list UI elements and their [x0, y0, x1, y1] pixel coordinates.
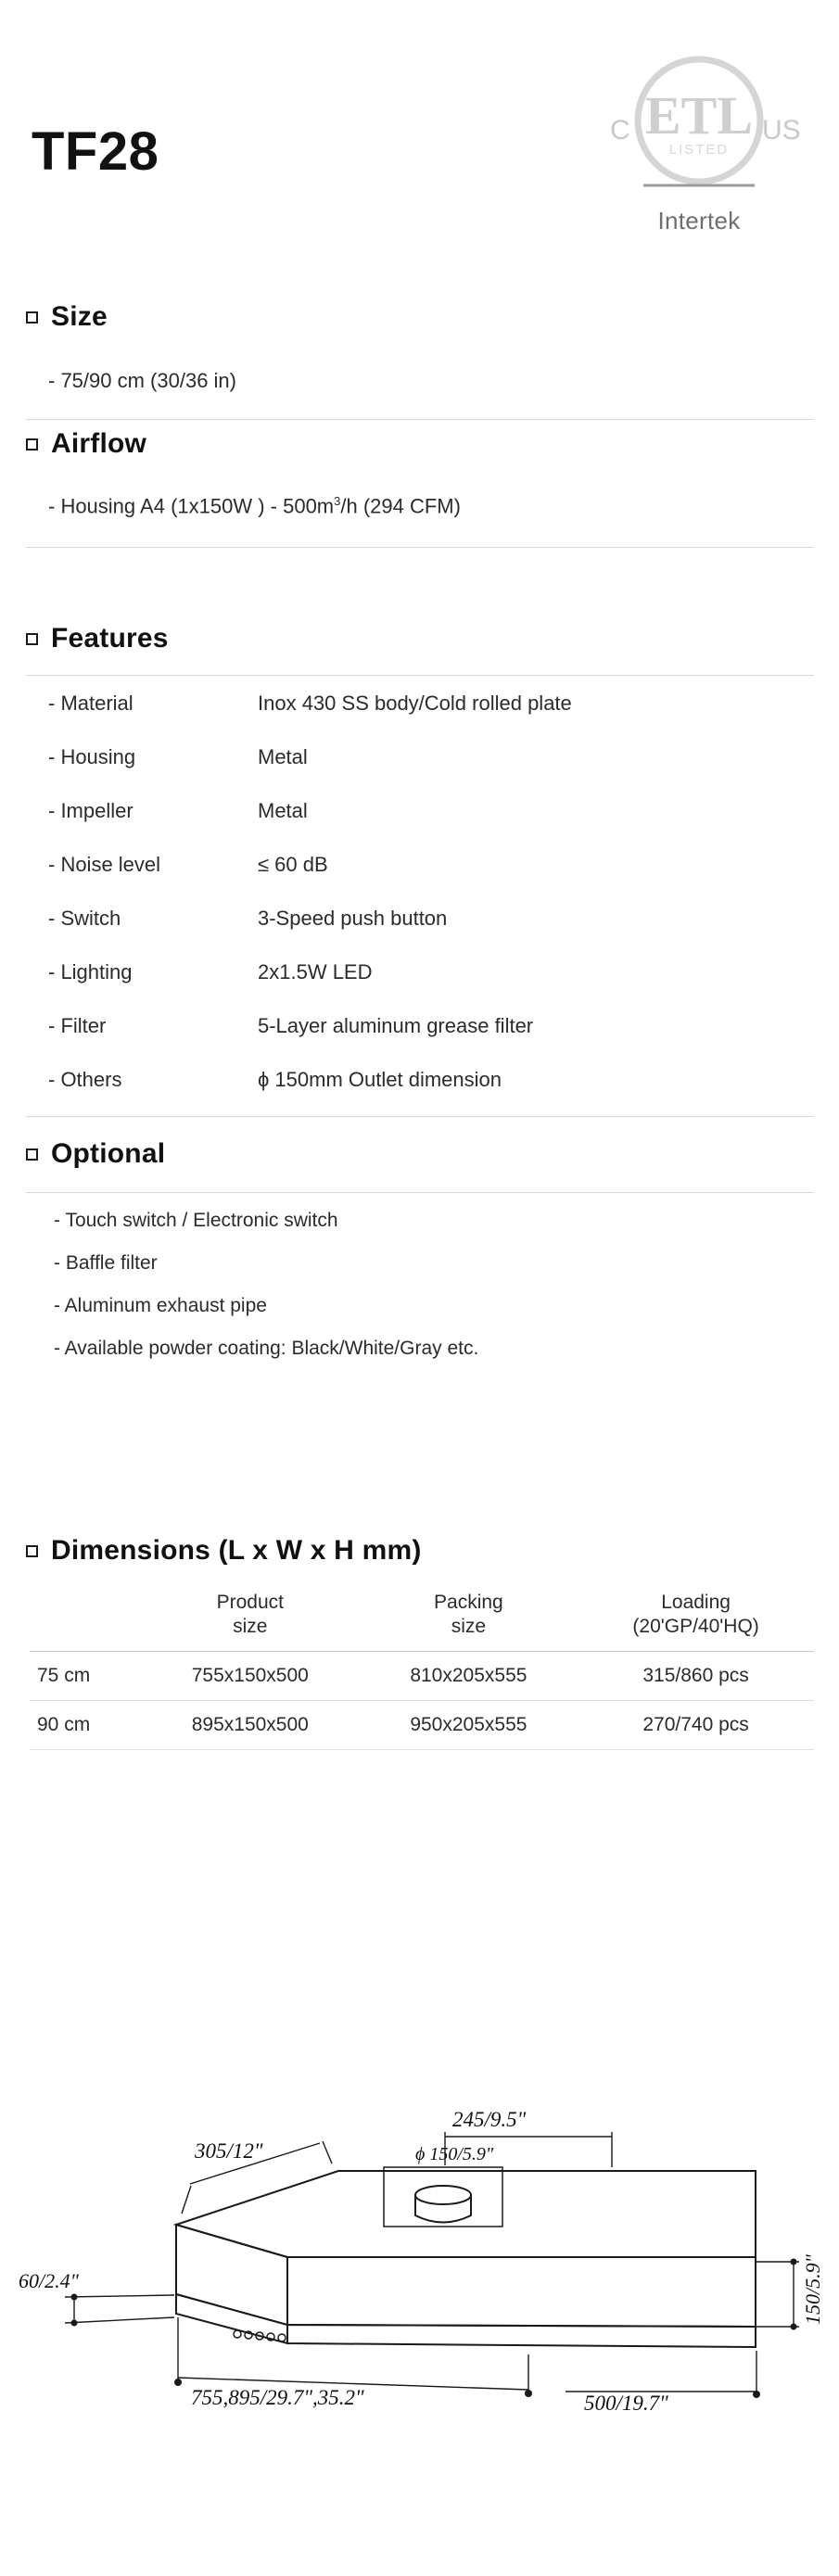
divider-optional [26, 1192, 814, 1193]
feature-value-others: ϕ 150mm Outlet dimension [258, 1068, 502, 1091]
bullet-square-icon [26, 438, 38, 450]
feature-label-impeller: - Impeller [48, 799, 133, 822]
size-line-1: - 75/90 cm (30/36 in) [48, 369, 236, 392]
svg-text:ETL: ETL [644, 85, 754, 146]
section-title-airflow: Airflow [51, 428, 147, 459]
col-product-line2: size [233, 1616, 268, 1638]
row-90-size: 90 cm [30, 1700, 141, 1749]
table-row [30, 1700, 814, 1749]
optional-line-3: - Aluminum exhaust pipe [54, 1295, 267, 1316]
etl-listed-mark-icon [590, 44, 808, 211]
row-75-product: 755x150x500 [141, 1651, 360, 1700]
feature-label-lighting: - Lighting [48, 960, 133, 983]
col-loading-line2: (20'GP/40'HQ) [632, 1616, 759, 1638]
feature-label-others: - Others [48, 1068, 122, 1091]
feature-value-housing: Metal [258, 745, 308, 768]
feature-value-impeller: Metal [258, 799, 308, 822]
section-heading-features [26, 623, 169, 654]
section-title-features: Features [51, 623, 169, 654]
label-width: 755,895/29.7",35.2" [191, 2386, 364, 2409]
section-title-optional: Optional [51, 1138, 166, 1169]
label-depth-bottom: 500/19.7" [584, 2392, 668, 2415]
label-side-height: 150/5.9" [801, 2254, 824, 2325]
table-header-row [30, 1587, 814, 1651]
optional-line-1: - Touch switch / Electronic switch [54, 1210, 338, 1231]
page-title: TF28 [32, 121, 159, 182]
section-heading-size [26, 301, 108, 333]
etl-c-text: C [610, 115, 630, 146]
row-90-product: 895x150x500 [141, 1700, 360, 1749]
table-col-packing-size [360, 1587, 578, 1651]
col-packing-line1: Packing [434, 1592, 503, 1613]
dimensions-table [30, 1587, 814, 1750]
row-90-loading: 270/740 pcs [578, 1700, 814, 1749]
airflow-prefix: - Housing A4 (1x150W ) - 500m [48, 494, 335, 518]
section-heading-optional [26, 1138, 165, 1170]
bullet-square-icon [26, 311, 38, 324]
product-technical-drawing [9, 2095, 834, 2568]
divider-features [26, 675, 814, 676]
feature-value-filter: 5-Layer aluminum grease filter [258, 1014, 534, 1037]
hood-dimension-diagram [9, 2095, 834, 2568]
table-col-size [30, 1587, 141, 1651]
etl-us-text: US [762, 115, 801, 146]
divider-airflow [26, 547, 814, 548]
table-col-loading [578, 1587, 814, 1651]
col-packing-line2: size [451, 1616, 487, 1638]
label-outlet-diameter: ϕ 150/5.9" [415, 2144, 494, 2164]
label-front-height: 60/2.4" [19, 2269, 79, 2292]
divider-features-end [26, 1116, 814, 1117]
feature-value-lighting: 2x1.5W LED [258, 960, 373, 983]
optional-line-4: - Available powder coating: Black/White/Gray etc. [54, 1338, 479, 1359]
feature-label-filter: - Filter [48, 1014, 107, 1037]
etl-listed-text: LISTED [668, 142, 730, 158]
etl-intertek-logo [590, 44, 808, 258]
feature-value-material: Inox 430 SS body/Cold rolled plate [258, 692, 572, 715]
col-product-line1: Product [216, 1592, 284, 1613]
airflow-suffix: /h (294 CFM) [340, 494, 461, 518]
table-col-product-size [141, 1587, 360, 1651]
row-75-size: 75 cm [30, 1651, 141, 1700]
feature-value-noise: ≤ 60 dB [258, 853, 328, 876]
label-outlet-offset: 245/9.5" [452, 2108, 527, 2131]
table-row [30, 1651, 814, 1700]
bullet-square-icon [26, 1148, 38, 1161]
label-depth-top: 305/12" [195, 2139, 263, 2163]
feature-label-switch: - Switch [48, 907, 121, 930]
feature-value-switch: 3-Speed push button [258, 907, 448, 930]
row-90-packing: 950x205x555 [360, 1700, 578, 1749]
intertek-wordmark: Intertek [657, 207, 741, 235]
optional-line-2: - Baffle filter [54, 1252, 158, 1274]
airflow-exponent: 3 [334, 494, 341, 508]
bullet-square-icon [26, 1545, 38, 1557]
section-title-dimensions: Dimensions (L x W x H mm) [51, 1535, 422, 1566]
row-75-packing: 810x205x555 [360, 1651, 578, 1700]
section-heading-airflow [26, 428, 146, 460]
section-title-size: Size [51, 301, 108, 332]
airflow-line-1 [48, 494, 461, 518]
bullet-square-icon [26, 633, 38, 645]
feature-label-housing: - Housing [48, 745, 136, 768]
section-heading-dimensions [26, 1535, 422, 1567]
row-75-loading: 315/860 pcs [578, 1651, 814, 1700]
feature-label-material: - Material [48, 692, 133, 715]
col-loading-line1: Loading [661, 1592, 731, 1613]
feature-label-noise: - Noise level [48, 853, 161, 876]
divider-size [26, 419, 814, 420]
